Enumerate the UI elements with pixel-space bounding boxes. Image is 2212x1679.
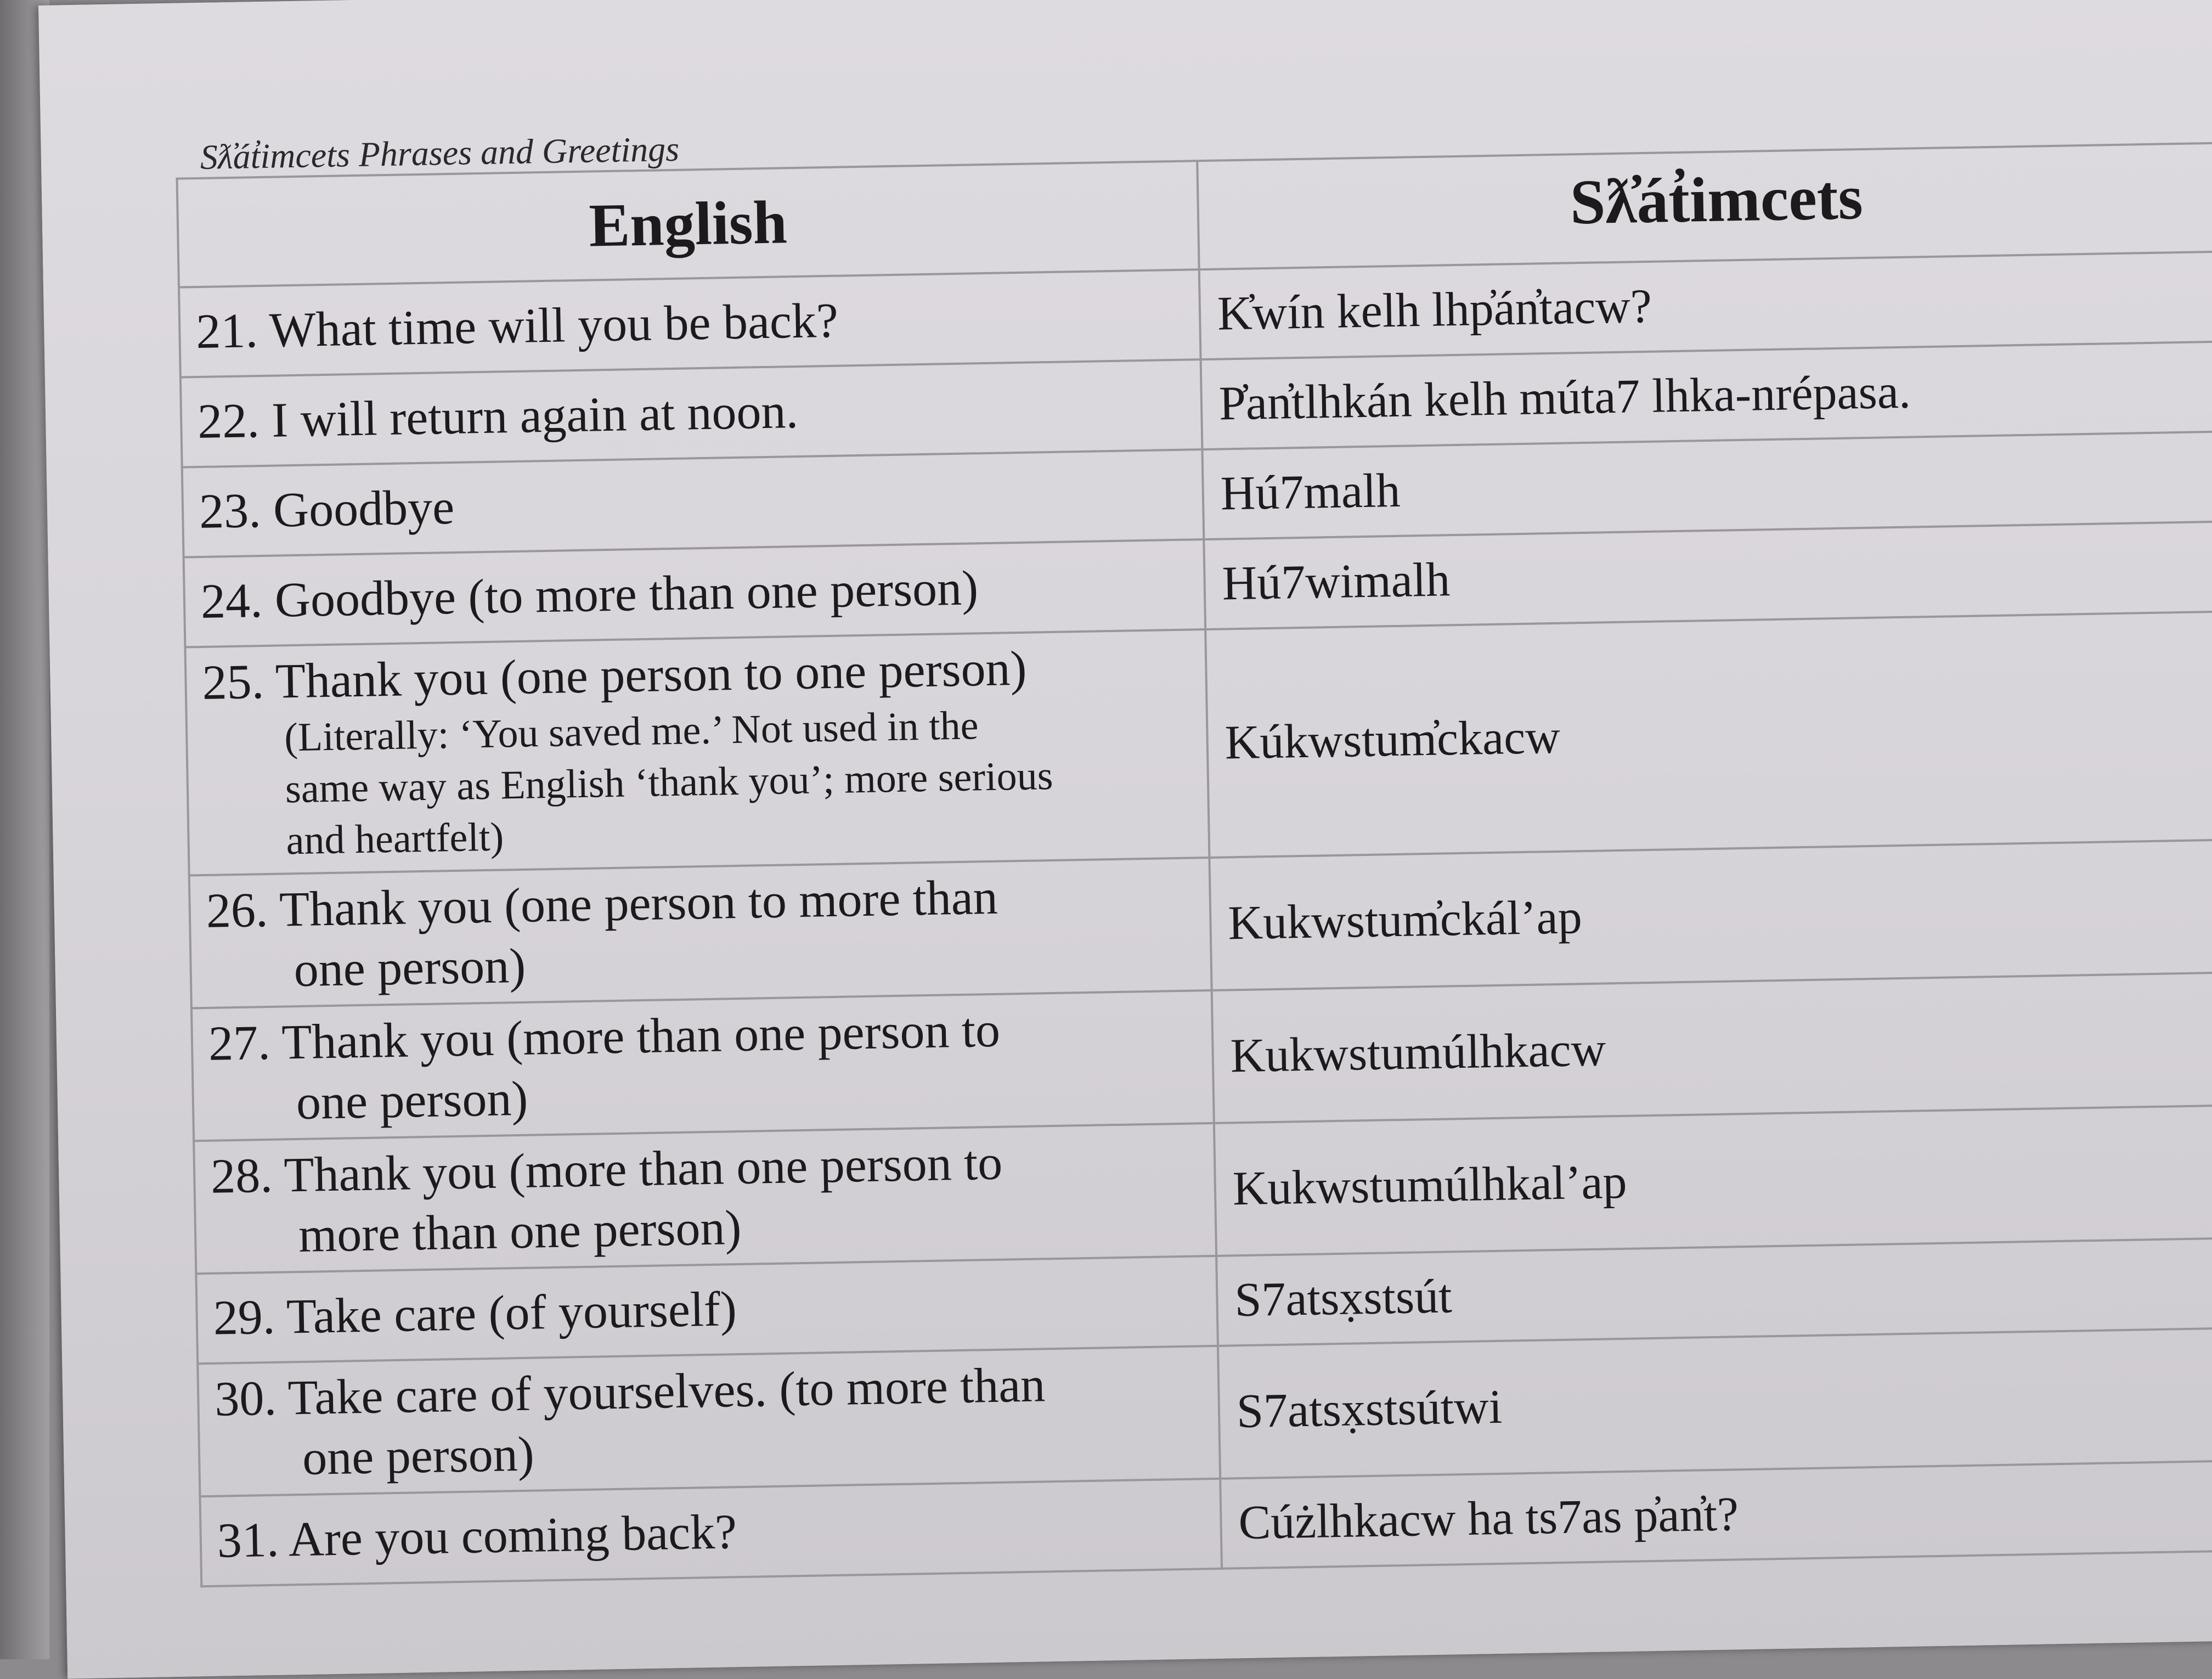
table-row [185,611,2212,875]
english-cell [189,858,1212,1008]
english-phrase: 23. Goodbye [199,480,455,539]
english-cell [184,539,1206,647]
english-phrase-continuation: one person) [293,938,526,998]
literal-note-line: (Literally: ‘You saved me.’ Not used in the [284,703,979,760]
english-phrase: 27. Thank you (more than one person to [208,1002,1001,1072]
column-header-english: English [177,161,1199,287]
english-phrase: 30. Take care of yourselves. (to more than [214,1357,1046,1427]
english-cell [194,1123,1216,1274]
literal-note-line: and heartfelt) [285,814,504,864]
english-phrase: 25. Thank you (one person to one person) [201,641,1028,710]
statimcets-cell: Cúżlhkacw ha ts7as p̓an̓t? [1220,1461,2212,1569]
statimcets-cell: K̓wín kelh lhp̓án̓tacw? [1199,251,2212,359]
table-caption: Sƛ̓át̓imcets Phrases and Greetings [200,129,680,177]
column-header-statimcets: Sƛ̓át̓imcets [1197,143,2212,269]
english-phrase: 29. Take care (of yourself) [212,1282,737,1345]
statimcets-cell: S7atsx̣stsútwi [1218,1328,2212,1479]
english-phrase: 26. Thank you (one person to more than [205,870,998,939]
statimcets-cell: Kukwstumúlhkacw [1212,972,2212,1123]
literal-note-line: same way as English ‘thank you’; more serious [285,753,1054,812]
english-cell [185,629,1209,875]
english-cell [180,359,1203,467]
english-phrase-continuation: more than one person) [298,1200,742,1263]
book-gutter [0,0,49,1659]
english-cell [182,449,1204,557]
english-phrase: 21. What time will you be back? [195,293,839,359]
statimcets-cell: Kukwstumúlhkal’ap [1214,1105,2212,1256]
statimcets-cell: Kukwstum̓ckál’ap [1209,840,2212,990]
statimcets-cell: Hú7malh [1202,431,2212,539]
english-phrase-continuation: one person) [296,1071,529,1130]
english-phrase: 24. Goodbye (to more than one person) [200,561,979,629]
english-cell [198,1346,1220,1496]
english-phrase-continuation: one person) [302,1427,535,1485]
english-cell [200,1479,1222,1586]
statimcets-cell: Hú7wimalh [1204,521,2212,629]
english-cell [179,269,1201,377]
english-phrase: 22. I will return again at noon. [197,384,799,449]
english-phrase: 31. Are you coming back? [217,1505,737,1568]
english-cell [196,1256,1218,1364]
statimcets-cell: Kúkwstum̓ckacw [1205,611,2212,858]
phrase-table [176,142,2212,1587]
english-phrase: 28. Thank you (more than one person to [210,1135,1003,1204]
statimcets-cell: P̓an̓tlhkán kelh múta7 lhka-nrépasa. [1201,341,2212,449]
english-cell [191,990,1214,1141]
book-page [38,0,2212,1679]
statimcets-cell: S7atsx̣stsút [1216,1238,2212,1346]
